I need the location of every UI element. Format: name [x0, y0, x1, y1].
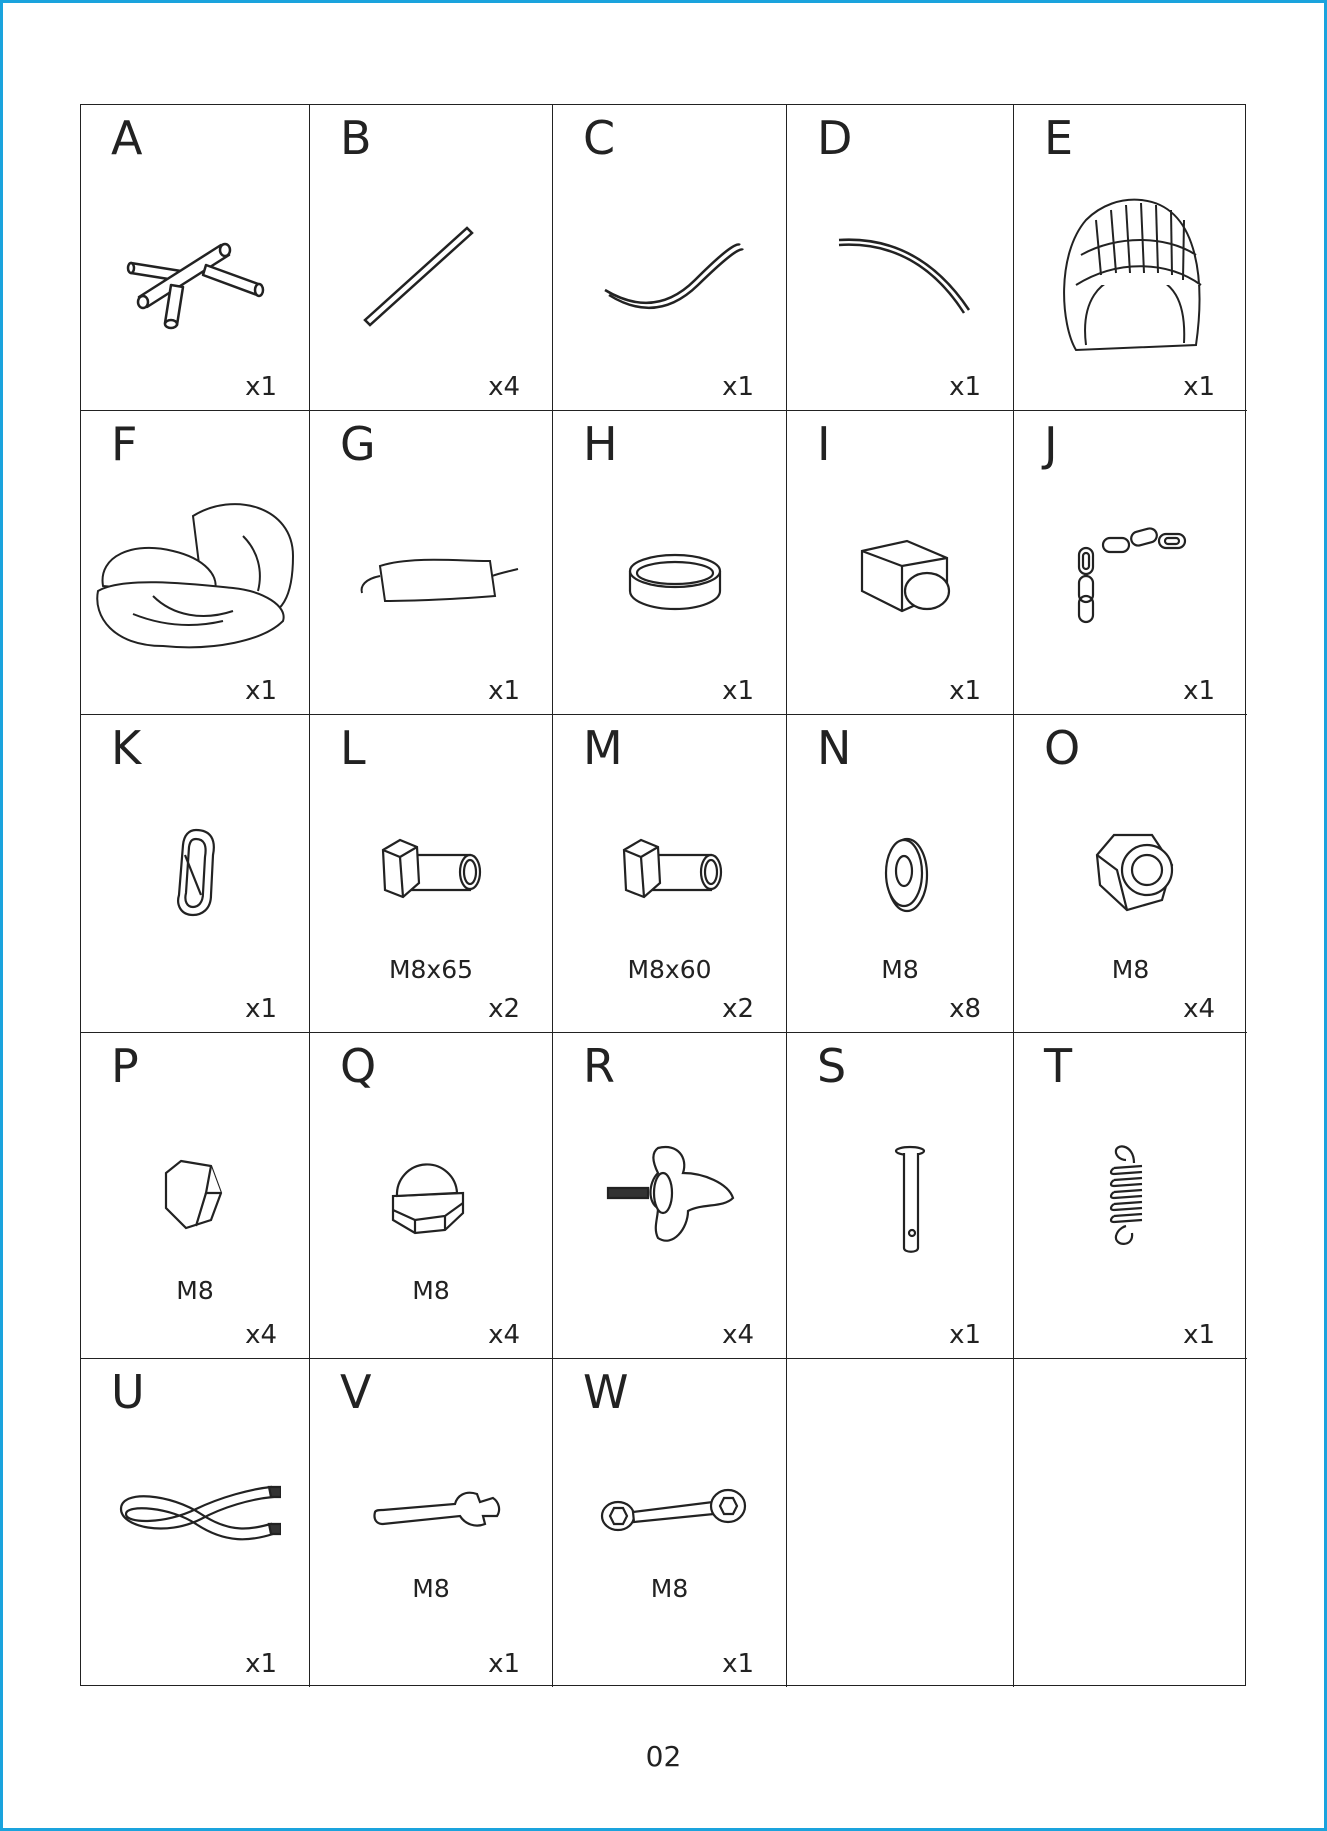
part-cell-j: [1014, 411, 1247, 715]
part-cell-s: [787, 1033, 1014, 1359]
cushion-icon: [93, 496, 298, 656]
part-cell-f: [81, 411, 310, 715]
page-number: 02: [645, 1740, 682, 1773]
part-size-label: M8x65: [388, 955, 474, 984]
part-quantity: x4: [488, 372, 520, 402]
arched-tube-icon: [829, 230, 979, 320]
part-letter: O: [1044, 721, 1081, 775]
hex-nut-icon: [161, 1158, 226, 1233]
part-letter: D: [817, 111, 853, 165]
part-cell-v: [310, 1359, 553, 1687]
part-letter: V: [340, 1365, 372, 1419]
part-cell-w: [553, 1359, 787, 1687]
part-cell-p: [81, 1033, 310, 1359]
part-letter: I: [817, 417, 831, 471]
part-quantity: x1: [949, 372, 981, 402]
part-quantity: x1: [245, 994, 277, 1024]
part-size-label: M8: [176, 1276, 214, 1305]
part-letter: T: [1044, 1039, 1073, 1093]
part-size-label: M8: [412, 1276, 450, 1305]
empty-cell: [787, 1359, 1014, 1687]
lock-nut-icon: [1092, 830, 1177, 915]
frame-base-icon: [111, 225, 281, 335]
part-cell-i: [787, 411, 1014, 715]
end-cap-icon: [857, 536, 957, 621]
empty-cell: [1014, 1359, 1247, 1687]
part-quantity: x1: [722, 676, 754, 706]
knob-icon: [603, 1143, 738, 1253]
part-letter: W: [583, 1365, 629, 1419]
part-quantity: x4: [488, 1320, 520, 1350]
part-quantity: x1: [722, 372, 754, 402]
part-cell-u: [81, 1359, 310, 1687]
basket-chair-icon: [1056, 195, 1206, 360]
part-size-label: M8: [881, 955, 919, 984]
part-quantity: x1: [722, 1649, 754, 1679]
part-cell-b: [310, 105, 553, 411]
part-letter: A: [111, 111, 143, 165]
part-quantity: x1: [949, 1320, 981, 1350]
part-quantity: x8: [949, 994, 981, 1024]
part-quantity: x1: [1183, 676, 1215, 706]
part-letter: R: [583, 1039, 615, 1093]
part-size-label: M8: [412, 1574, 450, 1603]
part-cell-k: [81, 715, 310, 1033]
part-cell-t: [1014, 1033, 1247, 1359]
part-letter: B: [340, 111, 372, 165]
part-letter: C: [583, 111, 616, 165]
part-letter: N: [817, 721, 852, 775]
part-quantity: x1: [949, 676, 981, 706]
part-cell-q: [310, 1033, 553, 1359]
part-quantity: x1: [488, 676, 520, 706]
part-size-label: M8: [1111, 955, 1150, 984]
bolt-icon: [375, 835, 485, 905]
bolt-icon: [616, 835, 726, 905]
part-cell-n: [787, 715, 1014, 1033]
part-letter: Q: [340, 1039, 377, 1093]
part-letter: F: [111, 417, 138, 471]
part-letter: J: [1044, 417, 1058, 471]
part-quantity: x1: [245, 372, 277, 402]
pin-icon: [892, 1143, 932, 1258]
part-cell-m: [553, 715, 787, 1033]
part-quantity: x4: [722, 1320, 754, 1350]
part-cell-r: [553, 1033, 787, 1359]
part-cell-e: [1014, 105, 1247, 411]
part-cell-o: [1014, 715, 1247, 1033]
part-quantity: x1: [245, 676, 277, 706]
part-cell-g: [310, 411, 553, 715]
washer-icon: [882, 835, 932, 915]
parts-grid: [80, 104, 1246, 1686]
part-letter: P: [111, 1039, 139, 1093]
part-letter: H: [583, 417, 618, 471]
part-cell-h: [553, 411, 787, 715]
part-quantity: x1: [1183, 1320, 1215, 1350]
part-quantity: x2: [488, 994, 520, 1024]
part-letter: U: [111, 1365, 145, 1419]
carabiner-icon: [171, 825, 221, 920]
part-quantity: x4: [245, 1320, 277, 1350]
part-quantity: x1: [1183, 372, 1215, 402]
chain-icon: [1059, 526, 1189, 626]
part-cell-l: [310, 715, 553, 1033]
part-size-label: M8x60: [627, 955, 712, 984]
curved-tube-icon: [595, 235, 745, 315]
straight-tube-icon: [355, 220, 485, 330]
cap-nut-icon: [385, 1158, 470, 1238]
part-letter: S: [817, 1039, 847, 1093]
part-quantity: x1: [488, 1649, 520, 1679]
strap-icon: [111, 1479, 281, 1549]
open-wrench-icon: [365, 1484, 505, 1539]
cover-sleeve-icon: [350, 551, 520, 611]
part-cell-a: [81, 105, 310, 411]
part-letter: L: [340, 721, 366, 775]
part-letter: G: [340, 417, 376, 471]
ring-wrench-icon: [598, 1484, 748, 1539]
part-letter: M: [583, 721, 623, 775]
part-letter: E: [1044, 111, 1074, 165]
ring-icon: [625, 546, 725, 616]
part-cell-d: [787, 105, 1014, 411]
part-letter: K: [111, 721, 142, 775]
part-quantity: x2: [722, 994, 754, 1024]
part-quantity: x4: [1183, 994, 1215, 1024]
part-cell-c: [553, 105, 787, 411]
spring-icon: [1104, 1138, 1154, 1253]
part-quantity: x1: [245, 1649, 277, 1679]
part-size-label: M8: [650, 1574, 689, 1603]
